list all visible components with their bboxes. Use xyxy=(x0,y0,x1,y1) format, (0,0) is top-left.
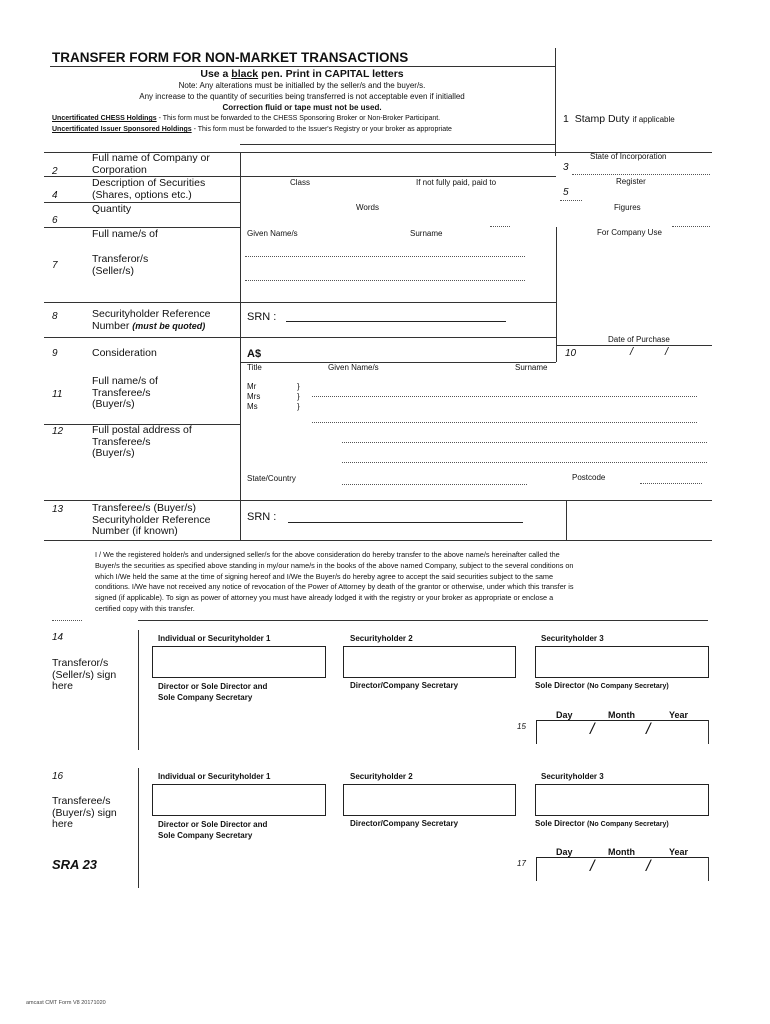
field-num-9: 9 xyxy=(52,348,58,359)
instruction-pen: Use a black pen. Print in CAPITAL letters xyxy=(200,68,404,80)
quantity-words-input[interactable] xyxy=(241,212,554,226)
transferee-role1: Director or Sole Director and Sole Company Secretary xyxy=(158,820,268,840)
instruction-alterations: Note: Any alterations must be initialled by the seller/s and the buyer/s. xyxy=(178,81,426,90)
company-label: Full name of Company or Corporation xyxy=(92,152,210,176)
field-num-2: 2 xyxy=(52,166,58,177)
transferor-holder1-label: Individual or Securityholder 1 xyxy=(158,634,271,643)
quantity-label: Quantity xyxy=(92,203,132,215)
declaration-text: I / We the registered holder/s and undersigned seller/s for the above consideration do hereby transfer to the above name/s hereinafter called the Buyer/s the securities as specified above standing in my/our name/s in the books of the above named Company, subject to the several conditions on which I/We held the same at the time of signing hereof and I/We the Buyer/s do hereby agree to accept the said securities subject to the same conditions. I/We have not received any notice of revocation of the Power of Attorney by death of the grantor or otherwise, under which this transfer is signed (if applicable). To sign as power of attorney you must have already lodged it with the registry or your broker as appropriate or enclose a certified copy with this transfer. xyxy=(95,550,574,613)
field-num-15: 15 xyxy=(517,722,526,731)
purchase-date-input[interactable] xyxy=(590,347,700,360)
footer-version: amcast CMT Form V8 20171020 xyxy=(26,1000,106,1006)
address-line-2[interactable] xyxy=(342,450,707,462)
description-label: Description of Securities (Shares, options etc.) xyxy=(92,177,206,201)
address-label: Full postal address of Transferee/s (Buyer/s) xyxy=(92,424,192,459)
address-line-1[interactable] xyxy=(342,430,707,442)
transferee-day-label: Day xyxy=(556,847,573,857)
transferee-role2: Director/Company Secretary xyxy=(350,819,459,828)
state-country-input[interactable] xyxy=(342,472,527,484)
class-label: Class xyxy=(290,178,311,187)
transferee-title-label: Title xyxy=(247,363,262,372)
postcode-label: Postcode xyxy=(572,473,606,482)
form-title: TRANSFER FORM FOR NON-MARKET TRANSACTIONS xyxy=(52,50,409,65)
transferee-signature-1[interactable] xyxy=(152,784,326,816)
transferee-holder1-label: Individual or Securityholder 1 xyxy=(158,772,271,781)
currency-symbol: A$ xyxy=(247,348,262,360)
field-num-7: 7 xyxy=(52,260,58,271)
transferor-name-line-2[interactable] xyxy=(245,268,525,280)
transferor-label-2: Transferor/s (Seller/s) xyxy=(92,253,149,277)
description-input[interactable] xyxy=(241,187,554,201)
transferee-given-label: Given Name/s xyxy=(328,363,379,372)
transferor-year-label: Year xyxy=(669,710,689,720)
transferor-srn-input[interactable] xyxy=(286,309,506,321)
field-num-13: 13 xyxy=(52,504,64,515)
field-num-4: 4 xyxy=(52,190,58,201)
transferee-signature-2[interactable] xyxy=(343,784,516,816)
field-num-3: 3 xyxy=(563,162,569,173)
transferee-month-label: Month xyxy=(608,847,635,857)
state-incorporation-label: State of Incorporation xyxy=(590,152,667,161)
transferor-holder3-label: Securityholder 3 xyxy=(541,634,604,643)
field-num-16: 16 xyxy=(52,771,64,782)
state-incorporation-input[interactable] xyxy=(575,160,705,174)
transferee-surname-label: Surname xyxy=(515,363,548,372)
purchase-date-sep-1: / xyxy=(630,346,634,358)
transferee-srn-prefix: SRN : xyxy=(247,511,277,523)
state-country-label: State/Country xyxy=(247,474,296,483)
field-num-5: 5 xyxy=(563,187,569,198)
consideration-input[interactable] xyxy=(268,346,548,360)
transferor-name-line-1[interactable] xyxy=(245,244,525,256)
transferor-holder2-label: Securityholder 2 xyxy=(350,634,413,643)
instruction-correction: Correction fluid or tape must not be used. xyxy=(222,103,382,112)
field-num-6: 6 xyxy=(52,215,58,226)
transferor-date-sep-2: / xyxy=(646,721,651,738)
transferor-surname-label: Surname xyxy=(410,229,443,238)
transferor-month-label: Month xyxy=(608,710,635,720)
transferor-role1: Director or Sole Director and Sole Company Secretary xyxy=(158,682,268,702)
transferee-role3: Sole Director (No Company Secretary) xyxy=(535,819,669,828)
transferee-name-line-2[interactable] xyxy=(312,410,697,422)
field-num-10: 10 xyxy=(565,348,577,359)
transferor-given-label: Given Name/s xyxy=(247,229,298,238)
transferor-date-sep-1: / xyxy=(590,721,595,738)
transferor-signature-2[interactable] xyxy=(343,646,516,678)
instruction-increase: Any increase to the quantity of securities being transferred is not acceptable even if initialled xyxy=(139,92,465,101)
transferor-signature-1[interactable] xyxy=(152,646,326,678)
company-use-label: For Company Use xyxy=(597,228,662,237)
transferee-date-sep-2: / xyxy=(646,858,651,875)
transferee-date-sep-1: / xyxy=(590,858,595,875)
purchase-date-label: Date of Purchase xyxy=(608,335,670,344)
transferee-date-input[interactable] xyxy=(536,857,709,881)
transferee-sign-label: Transferee/s (Buyer/s) sign here xyxy=(52,795,117,830)
transferor-date-input[interactable] xyxy=(536,720,709,744)
purchase-date-sep-2: / xyxy=(665,346,669,358)
company-name-input[interactable] xyxy=(241,153,554,175)
transferee-label: Full name/s of Transferee/s (Buyer/s) xyxy=(92,375,158,410)
register-label: Register xyxy=(616,177,646,186)
words-label: Words xyxy=(356,203,379,212)
partly-paid-label: If not fully paid, paid to xyxy=(416,178,497,187)
transferee-holder3-label: Securityholder 3 xyxy=(541,772,604,781)
stamp-duty: 1 Stamp Duty if applicable xyxy=(563,113,675,125)
transferor-role2: Director/Company Secretary xyxy=(350,681,459,690)
field-num-14: 14 xyxy=(52,632,64,643)
transferee-holder2-label: Securityholder 2 xyxy=(350,772,413,781)
consideration-label: Consideration xyxy=(92,347,157,359)
transferee-year-label: Year xyxy=(669,847,689,857)
quantity-figures-input[interactable] xyxy=(575,212,705,226)
transferee-name-line-1[interactable] xyxy=(312,384,697,396)
field-num-12: 12 xyxy=(52,426,64,437)
transferor-day-label: Day xyxy=(556,710,573,720)
title-braces: } } } xyxy=(297,382,300,411)
field-num-17: 17 xyxy=(517,859,526,868)
title-options: Mr Mrs Ms xyxy=(247,382,261,411)
figures-label: Figures xyxy=(614,203,641,212)
transferee-signature-3[interactable] xyxy=(535,784,709,816)
transferee-srn-label: Transferee/s (Buyer/s) Securityholder Reference Number (if known) xyxy=(92,502,211,537)
transferee-srn-input[interactable] xyxy=(288,510,523,522)
transferor-role3: Sole Director (No Company Secretary) xyxy=(535,681,669,690)
transferor-sign-label: Transferor/s (Seller/s) sign here xyxy=(52,657,117,692)
register-input[interactable] xyxy=(575,187,705,201)
field-num-8: 8 xyxy=(52,311,58,322)
srn-prefix: SRN : xyxy=(247,311,277,323)
instruction-issuer: Uncertificated Issuer Sponsored Holdings - This form must be forwarded to the Issuer's Registry or your broker as appropriate xyxy=(52,126,452,133)
transferor-signature-3[interactable] xyxy=(535,646,709,678)
srn-label: Securityholder Reference Number (must be quoted) xyxy=(92,308,211,332)
field-num-11: 11 xyxy=(52,389,63,400)
instruction-chess: Uncertificated CHESS Holdings - This form must be forwarded to the CHESS Sponsoring Broker or Non-Broker Participant. xyxy=(52,115,441,122)
form-code: SRA 23 xyxy=(52,857,98,872)
transferor-label-1: Full name/s of xyxy=(92,228,158,240)
